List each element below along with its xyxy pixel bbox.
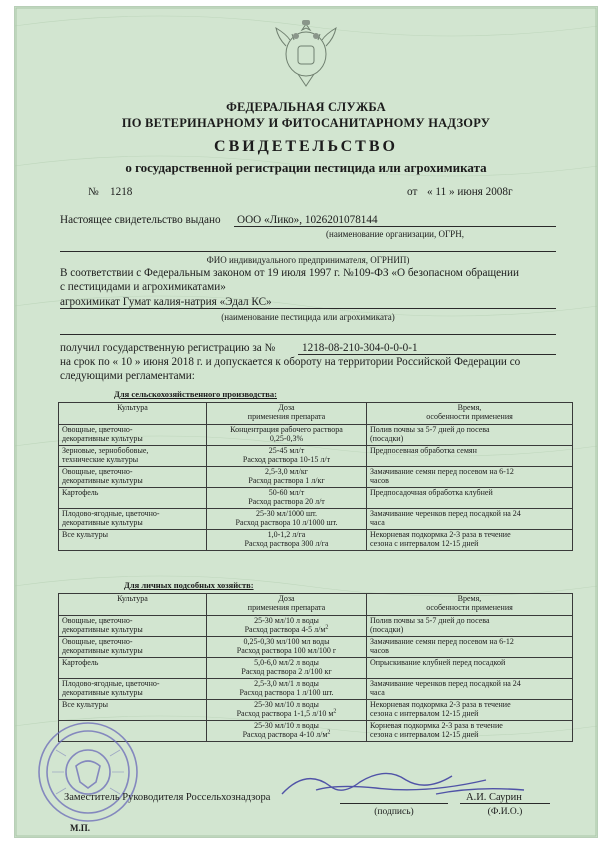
cell-dose-line: Расход раствора 10-15 л/т bbox=[242, 455, 331, 464]
cell-time bbox=[367, 446, 573, 467]
column-header-culture: Культура bbox=[59, 594, 207, 616]
product-caption: (наименование пестицида или агрохимиката) bbox=[221, 312, 395, 322]
cell-culture-line: Зерновые, зернобобовые, bbox=[62, 446, 149, 455]
cell-culture-line: декоративные культуры bbox=[62, 688, 143, 697]
column-header-culture: Культура bbox=[59, 403, 207, 425]
cell-culture bbox=[59, 679, 207, 700]
signature-caption: (подпись) bbox=[374, 807, 414, 817]
document-subtitle: о государственной регистрации пестицида или агрохимиката bbox=[125, 160, 487, 175]
cell-culture-line: декоративные культуры bbox=[62, 646, 143, 655]
cell-time-line: Корневая подкормка 2-3 раза в течение bbox=[370, 721, 503, 730]
cell-time-line: Замачивание черенков перед посадкой на 24 bbox=[370, 509, 521, 518]
name-caption: (Ф.И.О.) bbox=[487, 807, 523, 817]
unit-superscript: 2 bbox=[333, 708, 337, 715]
cell-time bbox=[367, 509, 573, 530]
private-section-title: Для личных подсобных хозяйств: bbox=[124, 580, 254, 590]
cell-time-line: Опрыскивание клубней перед посадкой bbox=[370, 658, 506, 667]
cell-time-line: (посадки) bbox=[370, 625, 404, 634]
table-header-row bbox=[59, 403, 573, 425]
stamp-place-label: М.П. bbox=[70, 823, 90, 833]
cell-time-line: Замачивание черенков перед посадкой на 24 bbox=[370, 679, 521, 688]
registration-number: 1218-08-210-304-0-0-0-1 bbox=[302, 342, 418, 354]
certificate-number: 1218 bbox=[110, 186, 133, 198]
cell-time bbox=[367, 700, 573, 721]
column-header-time: Время, особенности применения bbox=[367, 403, 573, 425]
cell-time bbox=[367, 530, 573, 551]
cell-dose-line: 0,25-0,30 мл/100 мл воды bbox=[243, 637, 330, 646]
cell-time-line: Замачивание семян перед посевом на 6-12 bbox=[370, 467, 514, 476]
product-name: агрохимикат Гумат калия-натрия «Эдал КС» bbox=[60, 296, 272, 308]
table-row bbox=[59, 616, 573, 637]
cell-time bbox=[367, 658, 573, 679]
cell-time-line: Полив почвы за 5-7 дней до посева bbox=[370, 616, 490, 625]
cell-dose-line: 1,0-1,2 л/га bbox=[267, 530, 306, 539]
issued-organization: ООО «Лико», 1026201078144 bbox=[237, 214, 378, 226]
cell-dose-line: 0,25-0,3% bbox=[269, 434, 304, 443]
cell-time bbox=[367, 467, 573, 488]
cell-culture-line: Картофель bbox=[62, 488, 99, 497]
cell-time-line: часов bbox=[370, 646, 389, 655]
signature-line bbox=[340, 790, 448, 804]
cell-culture-line: Овощные, цветочно- bbox=[62, 467, 133, 476]
cell-dose bbox=[207, 446, 367, 467]
cell-time-line: Некорневая подкормка 2-3 раза в течение bbox=[370, 530, 511, 539]
cell-culture bbox=[59, 616, 207, 637]
table-row bbox=[59, 530, 573, 551]
number-label: № bbox=[88, 186, 99, 198]
cell-time bbox=[367, 637, 573, 658]
cell-culture bbox=[59, 467, 207, 488]
cell-culture-line: Плодово-ягодные, цветочно- bbox=[62, 679, 160, 688]
cell-dose-line: Расход раствора 4-10 л/м bbox=[242, 730, 328, 739]
blank-line bbox=[60, 238, 556, 252]
cell-culture-line: технические культуры bbox=[62, 455, 139, 464]
cell-dose-line: Расход раствора 10 л/1000 шт. bbox=[235, 518, 338, 527]
cell-dose-line: Расход раствора 1 л/100 шт. bbox=[239, 688, 334, 697]
cell-dose-line: Расход раствора 20 л/т bbox=[248, 497, 325, 506]
column-header-dose: Доза применения препарата bbox=[207, 403, 367, 425]
registration-term: на срок по « 10 » июня 2018 г. и допускается к обороту на территории Российской Федерации со bbox=[60, 356, 521, 368]
blank-line-2 bbox=[60, 321, 556, 335]
cell-dose-line: 50-60 мл/т bbox=[268, 488, 305, 497]
cell-dose-line: 25-45 мл/т bbox=[268, 446, 305, 455]
cell-culture-line: Все культуры bbox=[62, 530, 109, 539]
cell-dose-line: 25-30 мл/1000 шт. bbox=[256, 509, 317, 518]
cell-culture bbox=[59, 637, 207, 658]
cell-dose-line: Расход раствора 1 л/кг bbox=[248, 476, 325, 485]
date-prefix: от bbox=[407, 186, 418, 198]
cell-dose-line: 25-30 мл/10 л воды bbox=[254, 700, 319, 709]
column-header-time: Время, особенности применения bbox=[367, 594, 573, 616]
issued-caption: (наименование организации, ОГРН, bbox=[326, 229, 464, 239]
cell-time bbox=[367, 679, 573, 700]
cell-culture-line: декоративные культуры bbox=[62, 476, 143, 485]
cell-culture-line: Овощные, цветочно- bbox=[62, 637, 133, 646]
cell-dose-line: Расход раствора 2 л/100 кг bbox=[241, 667, 332, 676]
cell-culture bbox=[59, 446, 207, 467]
issued-label: Настоящее свидетельство выдано bbox=[60, 214, 221, 226]
agri-regulation-table bbox=[58, 402, 573, 551]
issue-date: « 11 » июня 2008г bbox=[427, 186, 513, 198]
cell-culture-line: Все культуры bbox=[62, 700, 109, 709]
cell-dose-line: Расход раствора 4-5 л/м bbox=[244, 625, 326, 634]
cell-dose bbox=[207, 530, 367, 551]
cell-time-line: часа bbox=[370, 518, 385, 527]
cell-dose bbox=[207, 721, 367, 742]
law-line-2: с пестицидами и агрохимикатами» bbox=[60, 281, 226, 293]
column-header-dose: Доза применения препарата bbox=[207, 594, 367, 616]
table-header-row bbox=[59, 594, 573, 616]
table-row bbox=[59, 700, 573, 721]
cell-culture bbox=[59, 658, 207, 679]
cell-culture bbox=[59, 700, 207, 721]
cell-culture-line: Картофель bbox=[62, 658, 99, 667]
cell-dose-line: Расход раствора 1-1,5 л/10 м bbox=[236, 709, 334, 718]
cell-dose-line: 25-30 мл/10 л воды bbox=[254, 616, 319, 625]
cell-dose bbox=[207, 637, 367, 658]
cell-dose bbox=[207, 425, 367, 446]
cell-culture-line: декоративные культуры bbox=[62, 518, 143, 527]
cell-time bbox=[367, 616, 573, 637]
cell-dose bbox=[207, 616, 367, 637]
table-row bbox=[59, 467, 573, 488]
official-stamp bbox=[36, 720, 140, 824]
cell-time-line: сезона с интервалом 12-15 дней bbox=[370, 730, 479, 739]
cell-time-line: Предпосевная обработка семян bbox=[370, 446, 477, 455]
cell-culture bbox=[59, 488, 207, 509]
cell-culture-line: декоративные культуры bbox=[62, 434, 143, 443]
cell-dose bbox=[207, 509, 367, 530]
signatory-position: Заместитель Руководителя Россельхознадзора bbox=[64, 792, 271, 803]
cell-time-line: часов bbox=[370, 476, 389, 485]
law-line-1: В соответствии с Федеральным законом от 19 июля 1997 г. №109-ФЗ «О безопасном обращении bbox=[60, 267, 519, 279]
cell-culture-line: Овощные, цветочно- bbox=[62, 425, 133, 434]
table-row bbox=[59, 637, 573, 658]
cell-time-line: Предпосадочная обработка клубней bbox=[370, 488, 493, 497]
cell-dose-line: Концентрация рабочего раствора bbox=[230, 425, 343, 434]
agency-line-1: ФЕДЕРАЛЬНАЯ СЛУЖБА bbox=[226, 100, 386, 114]
document-title: СВИДЕТЕЛЬСТВО bbox=[214, 138, 398, 155]
cell-culture bbox=[59, 425, 207, 446]
cell-time-line: часа bbox=[370, 688, 385, 697]
cell-time-line: Замачивание семян перед посевом на 6-12 bbox=[370, 637, 514, 646]
cell-culture-line: Плодово-ягодные, цветочно- bbox=[62, 509, 160, 518]
unit-superscript: 2 bbox=[325, 624, 329, 631]
cell-culture-line: Овощные, цветочно- bbox=[62, 616, 133, 625]
table-row bbox=[59, 679, 573, 700]
registration-label: получил государственную регистрацию за № bbox=[60, 342, 276, 354]
cell-time-line: Некорневая подкормка 2-3 раза в течение bbox=[370, 700, 511, 709]
issued-caption-2: ФИО индивидуального предпринимателя, ОГРНИП) bbox=[206, 255, 410, 265]
cell-culture-line: декоративные культуры bbox=[62, 625, 143, 634]
cell-dose bbox=[207, 700, 367, 721]
cell-dose-line: Расход раствора 100 мл/100 г bbox=[236, 646, 337, 655]
coat-of-arms-emblem bbox=[274, 16, 338, 90]
cell-time bbox=[367, 721, 573, 742]
cell-dose bbox=[207, 488, 367, 509]
cell-dose-line: 2,5-3,0 мл/кг bbox=[264, 467, 309, 476]
cell-time bbox=[367, 488, 573, 509]
table-row bbox=[59, 446, 573, 467]
cell-dose-line: Расход раствора 300 л/га bbox=[244, 539, 329, 548]
table-row bbox=[59, 488, 573, 509]
cell-time-line: Полив почвы за 5-7 дней до посева bbox=[370, 425, 490, 434]
unit-superscript: 2 bbox=[327, 729, 331, 736]
cell-culture bbox=[59, 530, 207, 551]
signatory-name: А.И. Саурин bbox=[466, 792, 522, 803]
cell-dose bbox=[207, 467, 367, 488]
cell-dose bbox=[207, 658, 367, 679]
cell-time-line: сезона с интервалом 12-15 дней bbox=[370, 539, 479, 548]
cell-dose-line: 2,5-3,0 мл/1 л воды bbox=[254, 679, 319, 688]
cell-time-line: (посадки) bbox=[370, 434, 404, 443]
cell-dose-line: 5,0-6,0 мл/2 л воды bbox=[254, 658, 319, 667]
cell-dose bbox=[207, 679, 367, 700]
cell-time-line: сезона с интервалом 12-15 дней bbox=[370, 709, 479, 718]
cell-dose-line: 25-30 мл/10 л воды bbox=[254, 721, 319, 730]
certificate-sheet bbox=[14, 6, 598, 838]
table-row bbox=[59, 509, 573, 530]
cell-culture bbox=[59, 509, 207, 530]
cell-time bbox=[367, 425, 573, 446]
agency-line-2: ПО ВЕТЕРИНАРНОМУ И ФИТОСАНИТАРНОМУ НАДЗОРУ bbox=[121, 116, 491, 130]
table-row bbox=[59, 425, 573, 446]
agri-section-title: Для сельскохозяйственного производства: bbox=[114, 389, 277, 399]
table-row bbox=[59, 658, 573, 679]
registration-term-2: следующими регламентами: bbox=[60, 370, 195, 382]
